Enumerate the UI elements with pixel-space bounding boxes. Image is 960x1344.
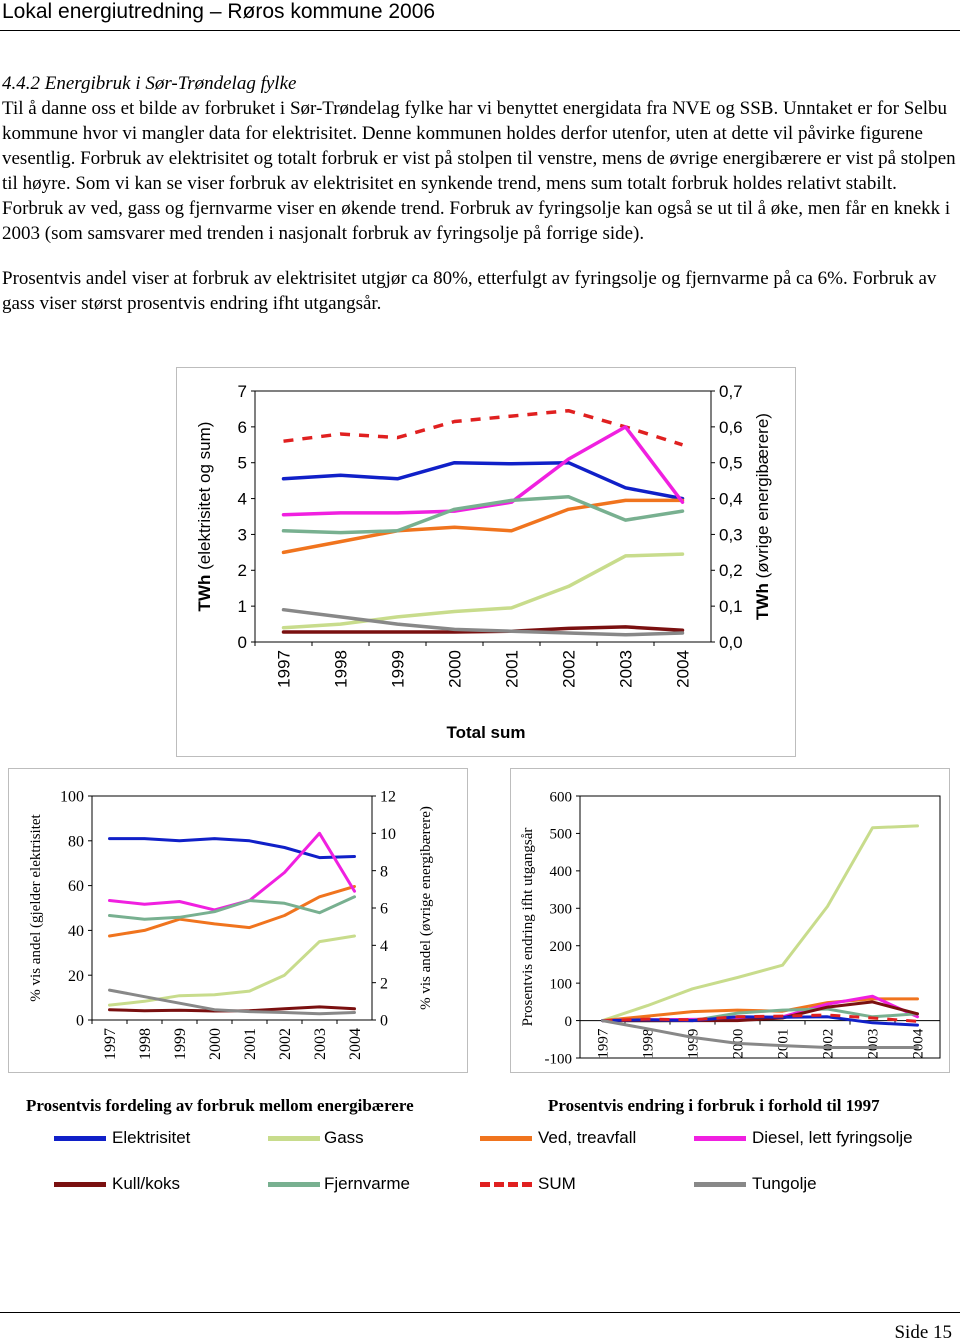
y2-tick-label: 0,2	[719, 561, 743, 581]
chart-frame	[177, 368, 796, 757]
y-tick-label: 400	[549, 864, 572, 881]
x-tick-label: 2004	[347, 1028, 365, 1060]
y2-tick-label: 0,5	[719, 453, 743, 473]
y2-tick-label: 10	[380, 825, 396, 843]
y-tick-label: 500	[549, 826, 572, 843]
footer-rule	[0, 1312, 960, 1313]
chart-title: Total sum	[446, 723, 526, 742]
header-rule	[0, 30, 960, 31]
legend-label-ved: Ved, treavfall	[538, 1128, 637, 1147]
x-tick-label: 1997	[595, 1028, 612, 1059]
paragraph-2: Prosentvis andel viser at forbruk av elektrisitet utgjør ca 80%, etterfulgt av fyringsolje og fjernvarme på ca 6%. Forbruk av gass viser størst prosentvis endring ifht utgangsår.	[2, 268, 937, 314]
x-tick-label: 1997	[274, 650, 294, 688]
legend-label-elektrisitet: Elektrisitet	[112, 1128, 191, 1147]
x-tick-label: 2001	[502, 650, 522, 688]
x-tick-label: 1999	[172, 1028, 190, 1060]
legend-swatch-elektrisitet	[54, 1136, 106, 1141]
y-tick-label: 80	[68, 833, 84, 851]
y-tick-label: 0	[237, 632, 247, 652]
legend-swatch-fjernvarme	[268, 1182, 320, 1187]
y-tick-label: 1	[237, 597, 247, 617]
legend-label-sum: SUM	[538, 1174, 576, 1193]
paragraph-1: Til å danne oss et bilde av forbruket i Sør-Trøndelag fylke har vi benyttet energidata fra NVE og SSB. Unntaket er for Selbu kommune hvor vi mangler data for elektrisitet. Denne kommunen holdes derfor utenfor, uten at dette vil påvirke figurene vesentlig. Forbruk av elektrisitet og totalt forbruk er vist på stolpen til venstre, mens de øvrige energibærere er vist på stolpen til høyre. Som vi kan se viser forbruk av elektrisitet en synkende trend, mens sum totalt forbruk holdes relativt stabilt. Forbruk av ved, gass og fjernvarme viser en økende trend. Forbruk av fyringsolje kan også se ut til å øke, men får en knekk i 2003 (som samsvarer med trenden i nasjonalt forbruk av fyringsolje på forrige side).	[2, 98, 956, 244]
y2-tick-label: 0,7	[719, 381, 743, 401]
y-tick-label: 300	[549, 901, 572, 918]
y2-axis-label: % vis andel (øvrige energibærere)	[418, 806, 434, 1010]
legend-swatch-ved	[480, 1136, 532, 1141]
y-tick-label: 2	[237, 561, 247, 581]
y2-axis-label: TWh (øvrige energibærere)	[753, 413, 772, 620]
x-tick-label: 2001	[242, 1028, 260, 1060]
page-number: Side 15	[894, 1322, 952, 1343]
x-tick-label: 2000	[730, 1028, 747, 1059]
header-title: Lokal energiutredning – Røros kommune 2006	[2, 0, 436, 23]
running-header	[0, 0, 960, 30]
y-tick-label: 60	[68, 878, 84, 896]
x-tick-label: 2002	[559, 650, 579, 688]
series-line-fjernvarme	[110, 897, 355, 919]
section-4-4-2	[0, 72, 958, 316]
y-tick-label: 7	[237, 381, 247, 401]
y2-tick-label: 2	[380, 975, 388, 993]
x-tick-label: 2003	[865, 1028, 882, 1059]
x-tick-label: 1998	[331, 650, 351, 688]
y2-tick-label: 0,1	[719, 597, 743, 617]
series-line-elektrisitet	[284, 463, 683, 499]
x-tick-label: 2000	[207, 1028, 225, 1060]
chart-share-title: Prosentvis fordeling av forbruk mellom energibærere	[26, 1096, 414, 1115]
y-tick-label: 4	[237, 489, 247, 509]
y-tick-label: 0	[564, 1013, 572, 1030]
y2-tick-label: 0,4	[719, 489, 743, 509]
legend-label-tungolje: Tungolje	[752, 1174, 817, 1193]
x-tick-label: 2002	[277, 1028, 295, 1060]
y-tick-label: 5	[237, 453, 247, 473]
y-axis-label: Prosentvis endring ifht utgangsår	[520, 827, 536, 1027]
x-tick-label: 2004	[673, 650, 693, 688]
y2-tick-label: 0,0	[719, 632, 743, 652]
y-tick-label: -100	[544, 1051, 572, 1068]
legend-label-kull: Kull/koks	[112, 1174, 181, 1193]
series-line-elektrisitet	[110, 839, 355, 858]
x-tick-label: 1998	[640, 1028, 657, 1059]
x-tick-label: 2003	[616, 650, 636, 688]
legend-swatch-diesel	[694, 1136, 746, 1141]
y2-tick-label: 4	[380, 937, 388, 955]
y2-tick-label: 0	[380, 1012, 388, 1030]
y-axis-label: % vis andel (gjelder elektrisitet	[28, 814, 44, 1002]
series-line-gass	[110, 936, 355, 1005]
legend-swatch-sum	[480, 1182, 532, 1187]
y-tick-label: 600	[549, 789, 572, 806]
y-tick-label: 6	[237, 417, 247, 437]
x-tick-label: 2001	[775, 1028, 792, 1059]
legend	[0, 1120, 960, 1210]
section-title: 4.4.2 Energibruk i Sør-Trøndelag fylke	[2, 73, 297, 94]
legend-label-gass: Gass	[324, 1128, 364, 1147]
y-tick-label: 100	[549, 976, 572, 993]
chart-change-title: Prosentvis endring i forbruk i forhold til 1997	[548, 1096, 880, 1115]
y2-tick-label: 6	[380, 900, 388, 918]
x-tick-label: 2002	[820, 1028, 837, 1059]
legend-swatch-gass	[268, 1136, 320, 1141]
y-tick-label: 20	[68, 967, 84, 985]
chart-frame	[511, 769, 950, 1073]
y-tick-label: 3	[237, 525, 247, 545]
x-tick-label: 2003	[312, 1028, 330, 1060]
legend-label-diesel: Diesel, lett fyringsolje	[752, 1128, 913, 1147]
x-tick-label: 1999	[685, 1028, 702, 1059]
chart-percent-change	[510, 768, 950, 1073]
y2-tick-label: 0,3	[719, 525, 743, 545]
x-tick-label: 1998	[137, 1028, 155, 1060]
x-tick-label: 1999	[388, 650, 408, 688]
legend-swatch-kull	[54, 1182, 106, 1187]
y2-tick-label: 8	[380, 863, 388, 881]
series-line-gass	[603, 826, 918, 1021]
x-tick-label: 2000	[445, 650, 465, 688]
legend-label-fjernvarme: Fjernvarme	[324, 1174, 410, 1193]
y2-tick-label: 12	[380, 788, 396, 806]
chart-total-sum	[176, 367, 796, 757]
y-axis-label: TWh (elektrisitet og sum)	[195, 421, 214, 612]
y2-tick-label: 0,6	[719, 417, 743, 437]
y-tick-label: 40	[68, 923, 84, 940]
y-tick-label: 0	[76, 1012, 84, 1030]
x-tick-label: 1997	[102, 1028, 120, 1060]
y-tick-label: 200	[549, 938, 572, 955]
y-tick-label: 100	[60, 788, 84, 806]
x-tick-label: 2004	[910, 1028, 927, 1059]
legend-swatch-tungolje	[694, 1182, 746, 1187]
chart-percent-share	[8, 768, 468, 1073]
